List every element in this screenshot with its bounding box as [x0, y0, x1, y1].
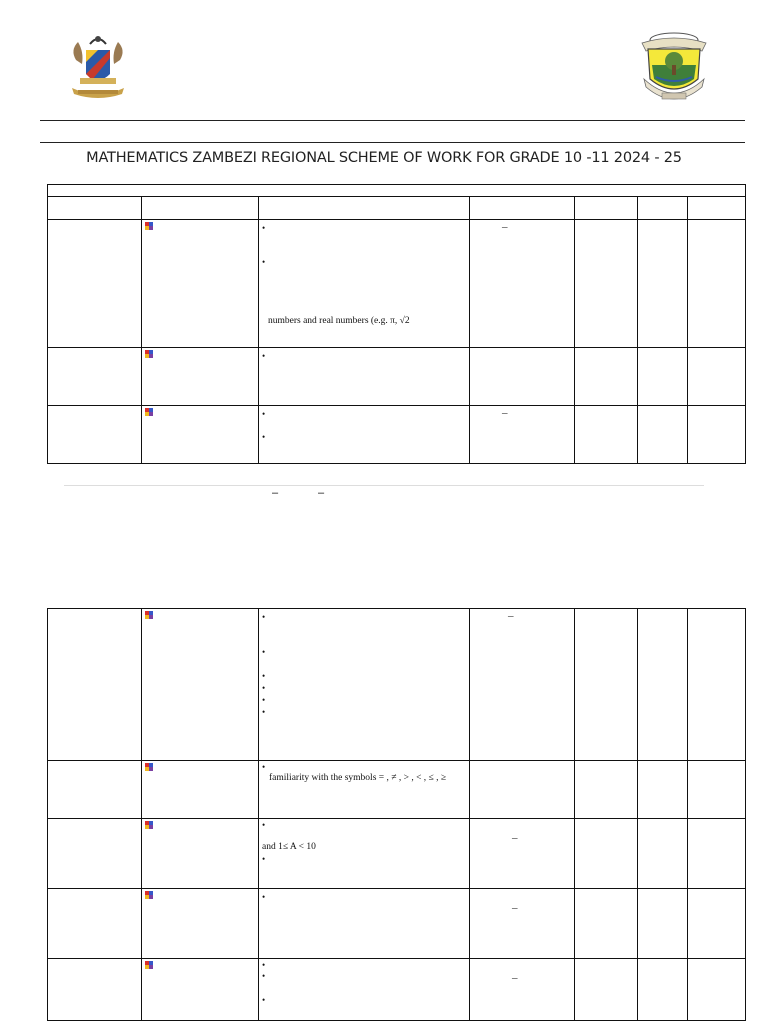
table-cell	[259, 609, 470, 761]
table-cell	[259, 406, 470, 464]
dash-mark: –	[512, 972, 518, 984]
table-cell	[688, 959, 746, 1021]
table-cell	[638, 348, 688, 406]
dash-mark: –	[508, 610, 514, 622]
colored-marker-icon	[145, 763, 153, 771]
bullet: •	[262, 683, 266, 693]
table-row	[48, 348, 746, 406]
dash-mark: –	[512, 832, 518, 844]
bullet: •	[262, 612, 266, 622]
table-cell	[48, 220, 142, 348]
table-cell	[575, 220, 638, 348]
header-cell	[638, 197, 688, 220]
scheme-table-2	[47, 608, 746, 1021]
table-cell	[688, 220, 746, 348]
table-cell	[575, 609, 638, 761]
bullet: •	[262, 671, 266, 681]
table-cell	[470, 959, 575, 1021]
dash-mark: –	[502, 221, 508, 233]
table-cell	[142, 819, 259, 889]
table-row	[48, 609, 746, 761]
table-cell	[470, 889, 575, 959]
table-cell	[575, 889, 638, 959]
table-cell	[259, 959, 470, 1021]
colored-marker-icon	[145, 408, 153, 416]
table-cell	[575, 959, 638, 1021]
table-cell	[470, 761, 575, 819]
table-cell	[48, 406, 142, 464]
header-rule-top	[40, 120, 745, 121]
header-cell	[48, 197, 142, 220]
bullet: •	[262, 854, 266, 864]
colored-marker-icon	[145, 350, 153, 358]
content-text: and 1≤ A < 10	[262, 842, 316, 852]
table-cell	[259, 220, 470, 348]
table-row	[48, 406, 746, 464]
colored-marker-icon	[145, 891, 153, 899]
table-cell	[638, 889, 688, 959]
bullet: •	[262, 892, 266, 902]
bullet: •	[262, 223, 266, 233]
table-cell	[142, 959, 259, 1021]
page-separator	[64, 485, 704, 486]
table-cell	[470, 348, 575, 406]
namibia-coat-of-arms-logo	[64, 30, 132, 100]
table-cell	[688, 609, 746, 761]
table-cell	[142, 406, 259, 464]
table-cell	[470, 406, 575, 464]
table-row	[48, 220, 746, 348]
bullet: •	[262, 351, 266, 361]
bullet: •	[262, 647, 266, 657]
bullet: •	[262, 257, 266, 267]
header-cell	[142, 197, 259, 220]
table-row	[48, 889, 746, 959]
dash-mark: –	[318, 487, 325, 499]
table-title-row	[48, 185, 746, 197]
table-cell	[142, 761, 259, 819]
header-cell	[470, 197, 575, 220]
table-cell	[575, 348, 638, 406]
table-row	[48, 819, 746, 889]
dash-mark: –	[272, 487, 279, 499]
table-cell	[259, 761, 470, 819]
dash-mark: –	[502, 407, 508, 419]
table-cell	[638, 220, 688, 348]
table-cell	[142, 348, 259, 406]
table-cell	[688, 348, 746, 406]
table-cell	[48, 609, 142, 761]
header-rule-bottom	[40, 142, 745, 143]
table-cell	[575, 406, 638, 464]
table-cell	[638, 406, 688, 464]
table-cell	[638, 761, 688, 819]
dash-mark: –	[512, 902, 518, 914]
table-cell	[48, 889, 142, 959]
table-cell	[638, 959, 688, 1021]
table-cell	[142, 220, 259, 348]
table-cell	[142, 889, 259, 959]
table-cell	[259, 348, 470, 406]
table-cell	[470, 609, 575, 761]
table-cell	[688, 761, 746, 819]
bullet: •	[262, 409, 266, 419]
content-text: numbers and real numbers (e.g. π, √2	[268, 316, 410, 326]
table-cell	[470, 220, 575, 348]
header-cell	[688, 197, 746, 220]
table-cell	[48, 348, 142, 406]
table-cell	[48, 959, 142, 1021]
bullet: •	[262, 960, 266, 970]
table-cell	[259, 889, 470, 959]
header-cell	[575, 197, 638, 220]
page-title: MATHEMATICS ZAMBEZI REGIONAL SCHEME OF WORK FOR GRADE 10 -11 2024 - 25	[86, 150, 682, 166]
colored-marker-icon	[145, 611, 153, 619]
table-cell	[688, 889, 746, 959]
table-cell	[48, 761, 142, 819]
table-cell	[259, 819, 470, 889]
zambezi-region-emblem-logo	[636, 27, 712, 105]
table-cell	[48, 819, 142, 889]
table-cell	[638, 819, 688, 889]
bullet: •	[262, 971, 266, 981]
colored-marker-icon	[145, 222, 153, 230]
bullet: •	[262, 695, 266, 705]
scheme-table-1	[47, 184, 746, 464]
table-header-row	[48, 197, 746, 220]
colored-marker-icon	[145, 961, 153, 969]
bullet: •	[262, 820, 266, 830]
table-cell	[688, 406, 746, 464]
bullet: •	[262, 432, 266, 442]
table-cell	[575, 761, 638, 819]
table-cell	[575, 819, 638, 889]
table-cell	[142, 609, 259, 761]
table-cell	[470, 819, 575, 889]
bullet: •	[262, 762, 266, 772]
table-caption-cell	[48, 185, 746, 197]
table-row	[48, 761, 746, 819]
content-text: familiarity with the symbols = , ≠ , > , < , ≤ , ≥	[269, 773, 447, 783]
table-cell	[688, 819, 746, 889]
table-row	[48, 959, 746, 1021]
header-cell	[259, 197, 470, 220]
colored-marker-icon	[145, 821, 153, 829]
bullet: •	[262, 707, 266, 717]
bullet: •	[262, 995, 266, 1005]
table-cell	[638, 609, 688, 761]
